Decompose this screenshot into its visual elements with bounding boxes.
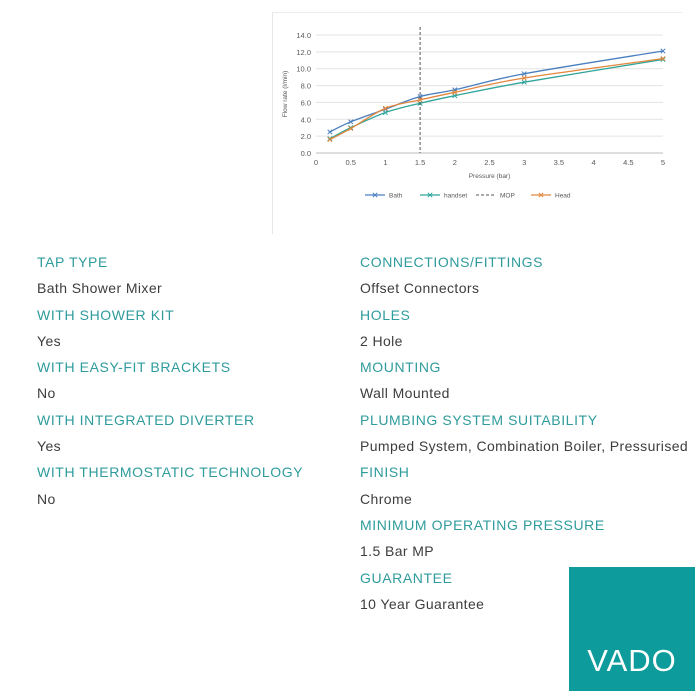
y-tick-label: 8.0 xyxy=(300,81,311,91)
spec-value-thermostatic-technology: No xyxy=(37,490,56,507)
vado-logo-text: VADO xyxy=(587,643,677,678)
spec-label-tap-type: TAP TYPE xyxy=(37,254,108,270)
legend-bath-label: Bath xyxy=(389,192,403,200)
y-tick-label: 10.0 xyxy=(296,64,311,74)
legend-handset-label: handset xyxy=(444,192,468,200)
spec-label-minimum-operating-pressure: MINIMUM OPERATING PRESSURE xyxy=(360,516,605,533)
x-tick-label: 3 xyxy=(522,158,527,167)
x-tick-label: 2 xyxy=(452,158,457,167)
y-tick-label: 2.0 xyxy=(300,132,311,142)
x-tick-label: 1.5 xyxy=(414,158,426,167)
y-axis-label: Flow rate (l/min) xyxy=(282,70,289,118)
spec-value-mounting: Wall Mounted xyxy=(360,385,450,402)
x-tick-label: 0 xyxy=(313,158,319,167)
x-tick-label: 1 xyxy=(383,158,388,167)
y-tick-label: 14.0 xyxy=(296,31,311,40)
chart-svg xyxy=(273,13,683,235)
specs-left-column xyxy=(37,249,377,512)
spec-label-holes: HOLES xyxy=(360,306,411,323)
y-tick-label: 6.0 xyxy=(300,98,311,108)
spec-value-shower-kit: Yes xyxy=(37,332,62,349)
spec-label-connections-fittings: CONNECTIONS/FITTINGS xyxy=(360,254,544,270)
spec-value-integrated-diverter: Yes xyxy=(37,438,62,455)
spec-label-easy-fit-brackets: WITH EASY-FIT BRACKETS xyxy=(37,359,231,376)
spec-value-guarantee: 10 Year Guarantee xyxy=(360,595,485,612)
spec-label-mounting: MOUNTING xyxy=(360,359,442,376)
x-tick-label: 3.5 xyxy=(553,158,565,167)
spec-value-plumbing-suitability: Pumped System, Combination Boiler, Pressurised xyxy=(360,438,689,455)
spec-label-finish: FINISH xyxy=(360,464,410,481)
x-axis-label: Pressure (bar) xyxy=(468,173,511,180)
x-tick-label: 4 xyxy=(591,158,596,167)
spec-label-shower-kit: WITH SHOWER KIT xyxy=(37,306,175,323)
spec-value-minimum-operating-pressure: 1.5 Bar MP xyxy=(360,543,435,560)
y-tick-label: 0.0 xyxy=(300,149,311,158)
series-head-line xyxy=(330,59,663,140)
legend-mop-label: MOP xyxy=(500,192,515,200)
x-tick-label: 4.5 xyxy=(623,158,634,167)
spec-label-plumbing-suitability: PLUMBING SYSTEM SUITABILITY xyxy=(360,411,598,428)
x-tick-label: 0.5 xyxy=(345,158,356,167)
series-bath-line xyxy=(330,51,663,132)
vado-logo xyxy=(569,567,695,691)
series-handset-line xyxy=(330,59,663,138)
legend-head-label: Head xyxy=(555,192,571,200)
flow-rate-chart xyxy=(272,12,682,234)
spec-value-tap-type: Bath Shower Mixer xyxy=(37,280,163,297)
specs-right-column xyxy=(360,249,700,617)
x-tick-label: 2.5 xyxy=(484,158,495,167)
x-tick-label: 5 xyxy=(660,158,666,167)
spec-value-finish: Chrome xyxy=(360,490,413,507)
spec-value-holes: 2 Hole xyxy=(360,332,403,349)
y-tick-label: 12.0 xyxy=(296,47,311,57)
y-tick-label: 4.0 xyxy=(300,115,311,125)
spec-label-guarantee: GUARANTEE xyxy=(360,569,453,586)
spec-label-integrated-diverter: WITH INTEGRATED DIVERTER xyxy=(37,411,255,428)
series-bath-point xyxy=(328,130,332,134)
spec-value-easy-fit-brackets: No xyxy=(37,385,56,402)
spec-label-thermostatic-technology: WITH THERMOSTATIC TECHNOLOGY xyxy=(37,464,304,481)
spec-value-connections-fittings: Offset Connectors xyxy=(360,280,480,297)
